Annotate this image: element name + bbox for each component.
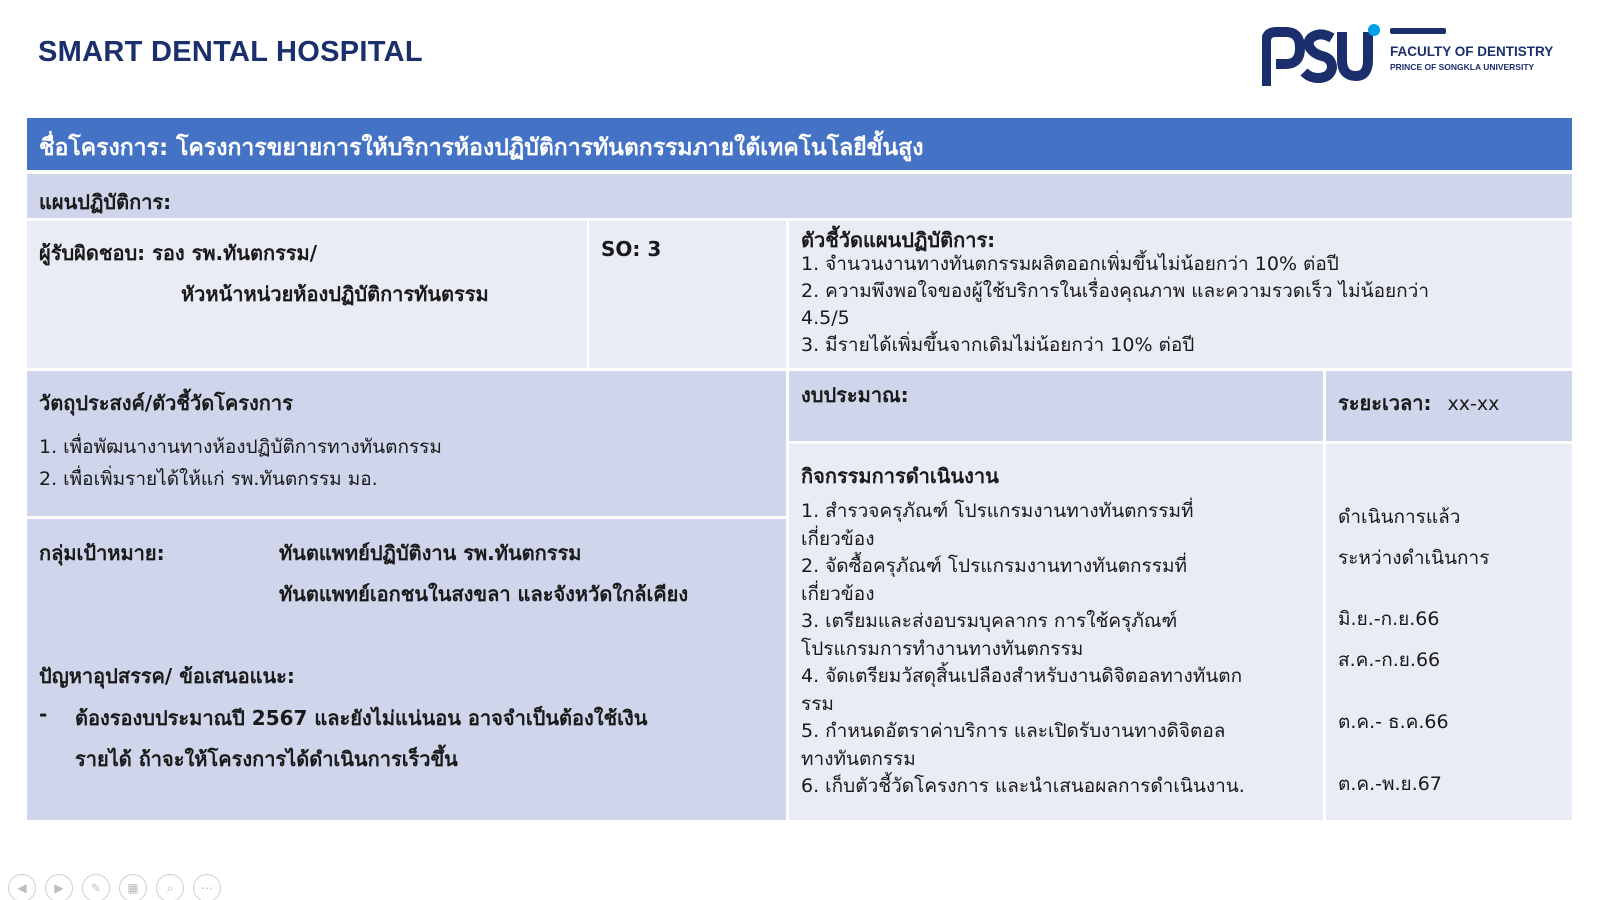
logo-faculty-text: FACULTY OF DENTISTRY [1390, 44, 1554, 59]
so-cell: SO: 3 [589, 221, 786, 368]
status-item: ส.ค.-ก.ย.66 [1338, 649, 1441, 671]
status-item: ดำเนินการแล้ว [1338, 506, 1461, 528]
logo-bar [1390, 28, 1446, 34]
activities-cell [789, 444, 1323, 820]
problems-line2: รายได้ ถ้าจะให้โครงการได้ดำเนินการเร็วขึ้น [75, 747, 458, 771]
status-cell [1326, 444, 1572, 820]
activity-line: รรม [801, 692, 834, 715]
logo-university-text: PRINCE OF SONGKLA UNIVERSITY [1390, 62, 1535, 72]
period-cell [1326, 371, 1572, 441]
status-item: ต.ค.-พ.ย.67 [1338, 773, 1442, 795]
activities-list [801, 498, 1311, 801]
problems-heading: ปัญหาอุปสรรค/ ข้อเสนอแนะ: [39, 664, 295, 688]
problems-line1: ต้องรองบประมาณปี 2567 และยังไม่แน่นอน อาจจำเป็นต้องใช้เงิน [75, 706, 648, 730]
kpi-item: 3. มีรายได้เพิ่มขึ้นจากเดิมไม่น้อยกว่า 10% ต่อปี [801, 334, 1195, 356]
page-title: SMART DENTAL HOSPITAL [38, 36, 423, 68]
plan-label: แผนปฏิบัติการ: [27, 174, 1572, 218]
target-line1: ทันตแพทย์ปฏิบัติงาน รพ.ทันตกรรม [279, 541, 582, 565]
status-item: ต.ค.- ธ.ค.66 [1338, 711, 1449, 733]
activity-line: 3. เตรียมและส่งอบรมบุคลากร การใช้ครุภัณฑ์ [801, 610, 1178, 632]
responsible-cell [27, 221, 587, 368]
responsible-line2: หัวหน้าหน่วยห้องปฏิบัติการทันตรรม [181, 282, 489, 306]
status-item: ระหว่างดำเนินการ [1338, 547, 1490, 569]
objectives-list [39, 431, 774, 495]
kpi-item: 2. ความพึงพอใจของผู้ใช้บริการในเรื่องคุณภาพ และความรวดเร็ว ไม่น้อยกว่า [801, 280, 1430, 302]
activity-line: 6. เก็บตัวชี้วัดโครงการ และนำเสนอผลการดำเนินงาน. [801, 775, 1245, 797]
period-value: xx-xx [1447, 393, 1500, 415]
kpi-item: 1. จำนวนงานทางทันตกรรมผลิตออกเพิ่มขึ้นไม่น้อยกว่า 10% ต่อปี [801, 253, 1339, 275]
target-line2: ทันตแพทย์เอกชนในสงขลา และจังหวัดใกล้เคียง [279, 582, 689, 606]
activity-line: เกี่ยวข้อง [801, 527, 875, 550]
project-title-bar: ชื่อโครงการ: โครงการขยายการให้บริการห้องปฏิบัติการทันตกรรมภายใต้เทคโนโลยีขั้นสูง [27, 118, 1572, 170]
budget-cell: งบประมาณ: [789, 371, 1323, 441]
kpi-item: 4.5/5 [801, 307, 850, 329]
objectives-heading: วัตถุประสงค์/ตัวชี้วัดโครงการ [39, 391, 293, 415]
arrow-left-icon[interactable]: ◀ [8, 874, 36, 900]
psu-logo [1262, 22, 1582, 92]
responsible-line1: ผู้รับผิดชอบ: รอง รพ.ทันตกรรม/ [39, 241, 318, 265]
kpi-cell [789, 221, 1572, 368]
activity-line: 2. จัดซื้อครุภัณฑ์ โปรแกรมงานทางทันตกรรมที่ [801, 555, 1187, 577]
activity-line: โปรแกรมการทำงานทางทันตกรรม [801, 637, 1084, 660]
activity-line: เกี่ยวข้อง [801, 582, 875, 605]
psu-logo-mark [1262, 22, 1380, 90]
objectives-cell [27, 371, 786, 516]
activities-heading: กิจกรรมการดำเนินงาน [801, 464, 999, 488]
activity-line: 1. สำรวจครุภัณฑ์ โปรแกรมงานทางทันตกรรมที่ [801, 500, 1194, 522]
arrow-right-icon[interactable]: ▶ [45, 874, 73, 900]
zoom-icon[interactable]: ⌕ [156, 874, 184, 900]
activity-line: 5. กำหนดอัตราค่าบริการ และเปิดรับงานทางดิจิตอล [801, 720, 1226, 742]
target-label: กลุ่มเป้าหมาย: [39, 541, 165, 565]
activity-line: ทางทันตกรรม [801, 747, 916, 770]
target-problems-cell [27, 519, 786, 820]
more-icon[interactable]: ⋯ [193, 874, 221, 900]
pen-icon[interactable]: ✎ [82, 874, 110, 900]
period-label: ระยะเวลา: [1338, 391, 1432, 415]
kpi-heading: ตัวชี้วัดแผนปฏิบัติการ: [801, 228, 996, 252]
problems-bullet: - [39, 702, 48, 726]
objective-item: 1. เพื่อพัฒนางานทางห้องปฏิบัติการทางทันตกรรม [39, 436, 442, 458]
slideshow-nav [8, 874, 221, 900]
kpi-list [801, 251, 1560, 359]
slides-icon[interactable]: ▦ [119, 874, 147, 900]
activity-line: 4. จัดเตรียมวัสดุสิ้นเปลืองสำหรับงานดิจิตอลทางทันตก [801, 665, 1243, 687]
status-item: มิ.ย.-ก.ย.66 [1338, 608, 1440, 630]
objective-item: 2. เพื่อเพิ่มรายได้ให้แก่ รพ.ทันตกรรม มอ. [39, 468, 378, 490]
